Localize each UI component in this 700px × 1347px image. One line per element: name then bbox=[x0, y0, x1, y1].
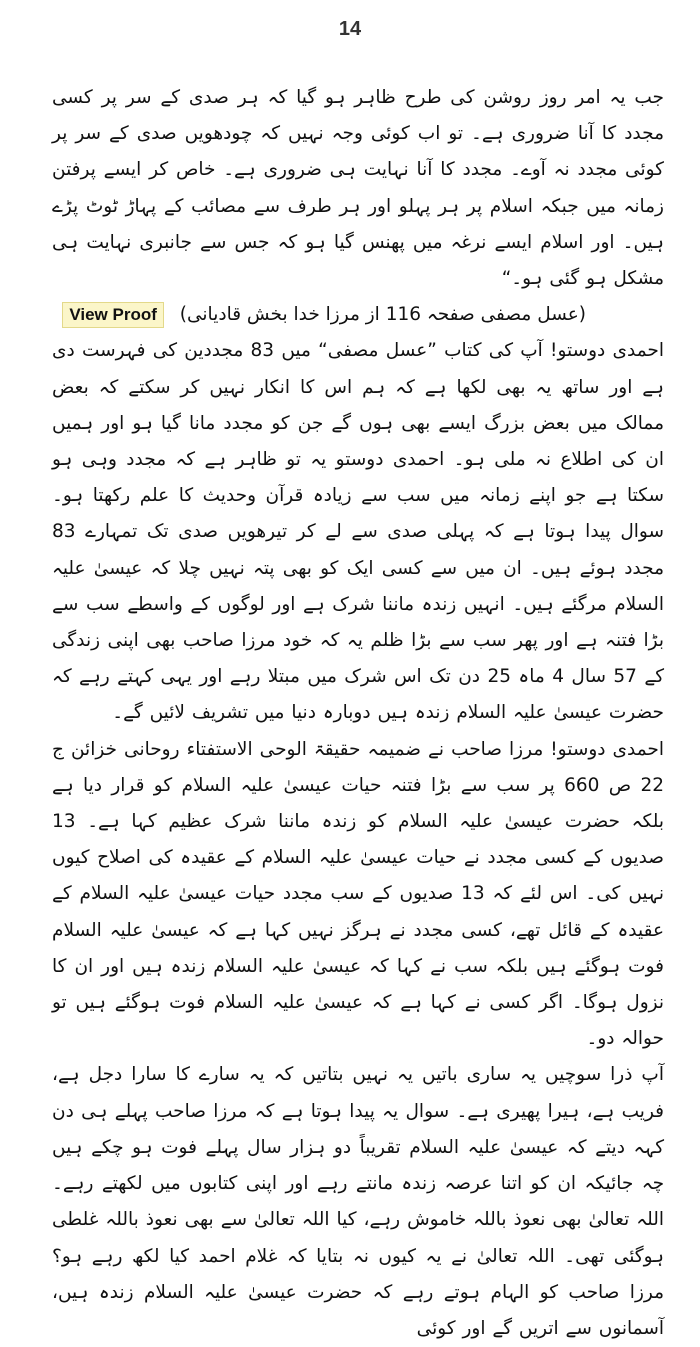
page-content bbox=[52, 80, 664, 1347]
reference-citation: (عسل مصفی صفحہ 116 از مرزا خدا بخش قادیانی) bbox=[179, 304, 586, 326]
paragraph-mujaddid-need: جب یہ امر روز روشن کی طرح ظاہر ہو گیا کہ ہر صدی کے سر پر کسی مجدد کا آنا ضروری ہے۔ تو اب کوئی وجہ نہیں کہ چودھویں صدی کے سر پر کوئی مجدد نہ آوے۔ مجدد کا آنا نہایت ہی ضروری ہے۔ خاص کر ایسے پرفتن زمانہ میں جبکہ اسلام پر ہر پہلو اور ہر طرف سے مصائب کے پہاڑ ٹوٹ پڑے ہیں۔ اور اسلام ایسے نرغہ میں پھنس گیا ہو کہ جس سے جانبری نہایت ہی مشکل ہو گئی ہو۔“ bbox=[52, 87, 664, 290]
paragraph-hayat-isa: احمدی دوستو! مرزا صاحب نے ضمیمہ حقیقۃ الوحی الاستفتاء روحانی خزائن ج 22 ص 660 پر سب سے بڑا فتنہ حیات عیسیٰ علیہ السلام کو قرار دیا ہے بلکہ حضرت عیسیٰ علیہ السلام کو زندہ ماننا شرک عظیم کہا ہے۔ 13 صدیوں کے کسی مجدد نے حیات عیسیٰ علیہ السلام کے عقیدہ کی اصلاح کیوں نہیں کی۔ اس لئے کہ 13 صدیوں کے سب مجدد حیات عیسیٰ علیہ السلام کے عقیدہ کے قائل تھے، کسی مجدد نے ہرگز نہیں کہا ہے کہ عیسیٰ علیہ السلام فوت ہوگئے ہیں بلکہ سب نے کہا کہ عیسیٰ علیہ السلام زندہ ہیں اور ان کا نزول ہوگا۔ اگر کسی نے کہا ہے کہ عیسیٰ علیہ السلام فوت ہوگئے ہیں تو حوالہ دو۔ bbox=[52, 738, 664, 1050]
view-proof-button[interactable]: View Proof bbox=[62, 302, 164, 328]
paragraph-83-mujaddids: احمدی دوستو! آپ کی کتاب ”عسل مصفی“ میں 83 مجددین کی فہرست دی ہے اور ساتھ یہ بھی لکھا ہے کہ ہم اس کا انکار نہیں کر سکتے کہ بعض ممالک میں بعض بزرگ ایسے بھی ہوں گے جن کو مجدد مانا گیا ہو اور ہمیں ان کی اطلاع نہ ملی ہو۔ احمدی دوستو یہ تو ظاہر ہے کہ مجدد وہی ہو سکتا ہے جو اپنے زمانہ میں سب سے زیادہ قرآن وحدیث کا علم رکھتا ہو۔ سوال پیدا ہوتا ہے کہ پہلی صدی سے لے کر تیرھویں صدی تک تمہارے 83 مجدد ہوئے ہیں۔ ان میں سے کسی ایک کو بھی پتہ نہیں چلا کہ عیسیٰ علیہ السلام مرگئے ہیں۔ انہیں زندہ ماننا شرک ہے اور لوگوں کے واسطے سب سے بڑا فتنہ ہے اور پھر سب سے بڑا ظلم یہ کہ خود مرزا صاحب بھی اپنی زندگی کے 57 سال 4 ماہ 25 دن تک اس شرک میں مبتلا رہے اور یہی کہتے رہے کہ حضرت عیسیٰ علیہ السلام زندہ ہیں دوبارہ دنیا میں تشریف لائیں گے۔ bbox=[52, 340, 665, 724]
page-number: 14 bbox=[338, 18, 362, 40]
paragraph-think: آپ ذرا سوچیں یہ ساری باتیں یہ نہیں بتاتیں کہ یہ سارے کا سارا دجل ہے، فریب ہے، ہیرا پھیری ہے۔ سوال یہ پیدا ہوتا ہے کہ مرزا صاحب پہلے ہی دن کہہ دیتے کہ عیسیٰ علیہ السلام تقریباً دو ہزار سال پہلے فوت ہو چکے ہیں چہ جائیکہ ان کو اتنا عرصہ زندہ مانتے رہے اور اپنی کتابوں میں لکھتے رہے۔ اللہ تعالیٰ بھی نعوذ باللہ خاموش رہے، کیا اللہ تعالیٰ سے بھی نعوذ باللہ غلطی ہوگئی تھی۔ اللہ تعالیٰ نے یہ کیوں نہ بتایا کہ غلام احمد کیا لکھ رہے ہو؟ مرزا صاحب کو الہام ہوتے رہے کہ حضرت عیسیٰ علیہ السلام زندہ ہیں، آسمانوں سے اتریں گے اور کوئی bbox=[52, 1064, 664, 1339]
reference-line bbox=[52, 297, 664, 333]
